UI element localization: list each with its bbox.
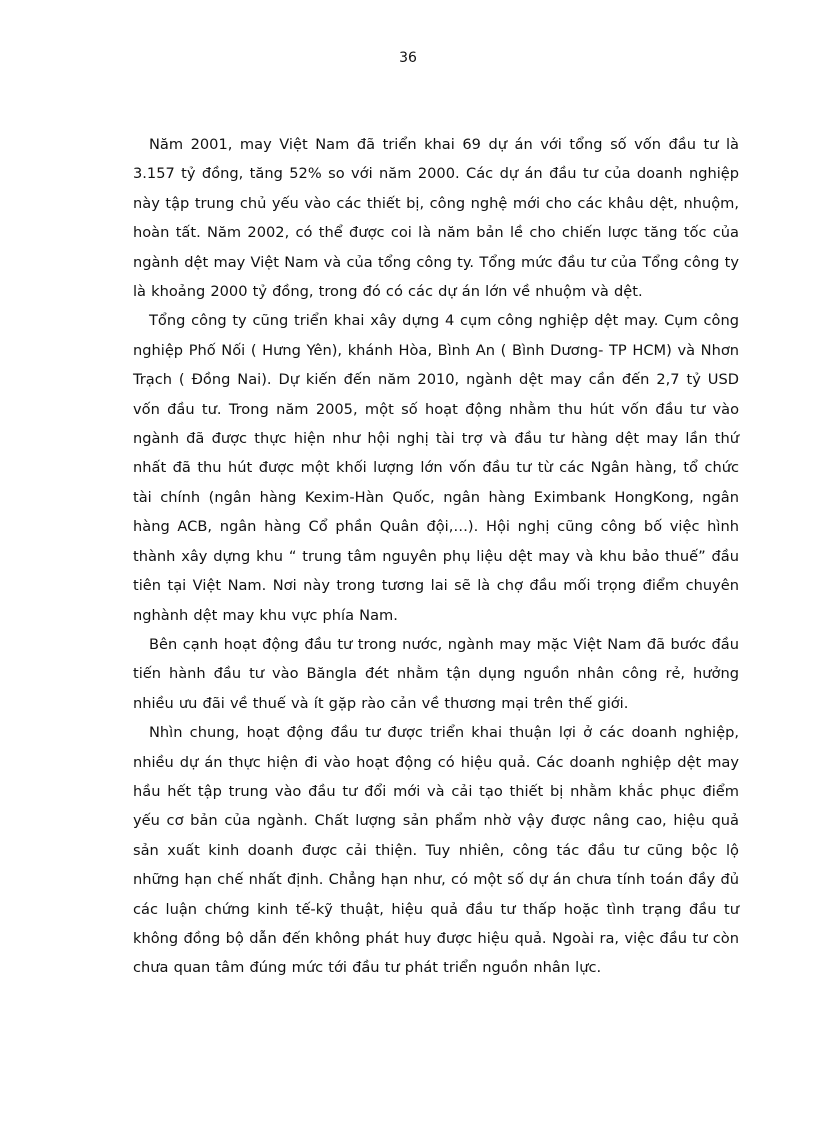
paragraph-industrial-clusters: Tổng công ty cũng triển khai xây dựng 4 cụm công nghiệp dệt may. Cụm công nghiệp Phố Nối ( Hưng Yên), khánh Hòa, Bình An ( Bình Dương- TP HCM) và Nhơn Trạch ( Đồng Nai). Dự kiến đến năm 2010, ngành dệt may cần đến 2,7 tỷ USD vốn đầu tư. Trong năm 2005, một số hoạt động nhằm thu hút vốn đầu tư vào ngành đã được thực hiện như hội nghị tài trợ và đầu tư hàng dệt may lần thứ nhất đã thu hút được một khối lượng lớn vốn đầu tư từ các Ngân hàng, tổ chức tài chính (ngân hàng Kexim-Hàn Quốc, ngân hàng Eximbank HongKong, ngân hàng ACB, ngân hàng Cổ phần Quân đội,…). Hội nghị cũng công bố việc hình thành xây dựng khu “ trung tâm nguyên phụ liệu dệt may và khu bảo thuế” đầu tiên tại Việt Nam. Nơi này trong tương lai sẽ là chợ đầu mối trọng điểm chuyên nghành dệt may khu vực phía Nam. — [133, 312, 739, 624]
page-number: 36 — [399, 50, 417, 66]
paragraph-investment-2001-2002: Năm 2001, may Việt Nam đã triển khai 69 dự án với tổng số vốn đầu tư là 3.157 tỷ đồng, tăng 52% so với năm 2000. Các dự án đầu tư của doanh nghiệp này tập trung chủ yếu vào các thiết bị, công nghệ mới cho các khâu dệt, nhuộm, hoàn tất. Năm 2002, có thể được coi là năm bản lề cho chiến lược tăng tốc của ngành dệt may Việt Nam và của tổng công ty. Tổng mức đầu tư của Tổng công ty là khoảng 2000 tỷ đồng, trong đó có các dự án lớn về nhuộm và dệt. — [133, 136, 739, 301]
paragraph-assessment: Nhìn chung, hoạt động đầu tư được triển khai thuận lợi ở các doanh nghiệp, nhiều dự án thực hiện đi vào hoạt động có hiệu quả. Các doanh nghiệp dệt may hầu hết tập trung vào đầu tư đổi mới và cải tạo thiết bị nhằm khắc phục điểm yếu cơ bản của ngành. Chất lượng sản phẩm nhờ vậy được nâng cao, hiệu quả sản xuất kinh doanh được cải thiện. Tuy nhiên, công tác đầu tư cũng bộc lộ những hạn chế nhất định. Chẳng hạn như, có một số dự án chưa tính toán đầy đủ các luận chứng kinh tế-kỹ thuật, hiệu quả đầu tư thấp hoặc tình trạng đầu tư không đồng bộ dẫn đến không phát huy được hiệu quả. Ngoài ra, việc đầu tư còn chưa quan tâm đúng mức tới đầu tư phát triển nguồn nhân lực. — [133, 724, 739, 977]
body-text — [133, 130, 739, 983]
paragraph-overseas-investment: Bên cạnh hoạt động đầu tư trong nước, ngành may mặc Việt Nam đã bước đầu tiến hành đầu tư vào Băngla đét nhằm tận dụng nguồn nhân công rẻ, hưởng nhiều ưu đãi về thuế và ít gặp rào cản về thương mại trên thế giới. — [133, 635, 739, 712]
